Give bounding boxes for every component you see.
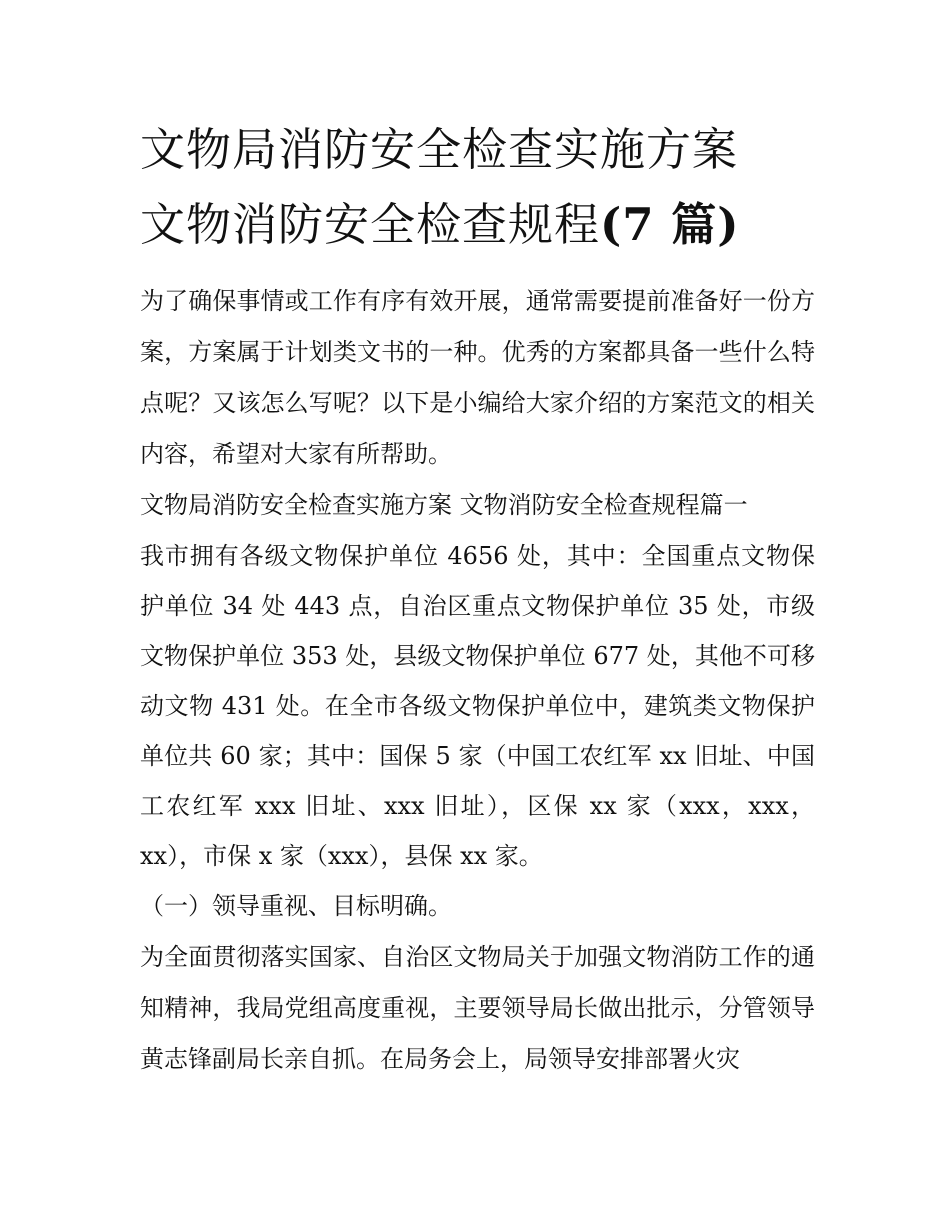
subheading: （一）领导重视、目标明确。 bbox=[140, 892, 452, 920]
document-title bbox=[140, 112, 815, 262]
title-line-2 bbox=[140, 187, 815, 262]
title-line-2-suffix: (7 篇) bbox=[600, 198, 740, 251]
title-line-2-main: 文物消防安全检查规程 bbox=[140, 198, 601, 251]
body-paragraph-2: 为全面贯彻落实国家、自治区文物局关于加强文物消防工作的通知精神，我局党组高度重视，主要领导局长做出批示，分管领导黄志锋副局长亲自抓。在局务会上，局领导安排部署火灾 bbox=[140, 943, 815, 1073]
body-paragraph-1: 我市拥有各级文物保护单位 4656 处，其中：全国重点文物保护单位 34 处 443 点，自治区重点文物保护单位 35 处，市级文物保护单位 353 处，县级文物保护单位 677 处，其他不可移动文物 431 处。在全市各级文物保护单位中，建筑类文物保护单位共 60 家；其中：国保 5 家（中国工农红军 xx 旧址、中国工农红军 xxx 旧址、xxx 旧址），区保 xx 家（xxx，xxx，xx），市保 x 家（xxx），县保 xx 家。 bbox=[140, 542, 815, 870]
document-page bbox=[140, 112, 815, 1085]
title-line-1: 文物局消防安全检查实施方案 bbox=[140, 123, 739, 176]
intro-paragraph: 为了确保事情或工作有序有效开展，通常需要提前准备好一份方案，方案属于计划类文书的一种。优秀的方案都具备一些什么特点呢？又该怎么写呢？以下是小编给大家介绍的方案范文的相关内容，希望对大家有所帮助。 bbox=[140, 287, 815, 468]
section-title: 文物局消防安全检查实施方案 文物消防安全检查规程篇一 bbox=[140, 491, 748, 519]
